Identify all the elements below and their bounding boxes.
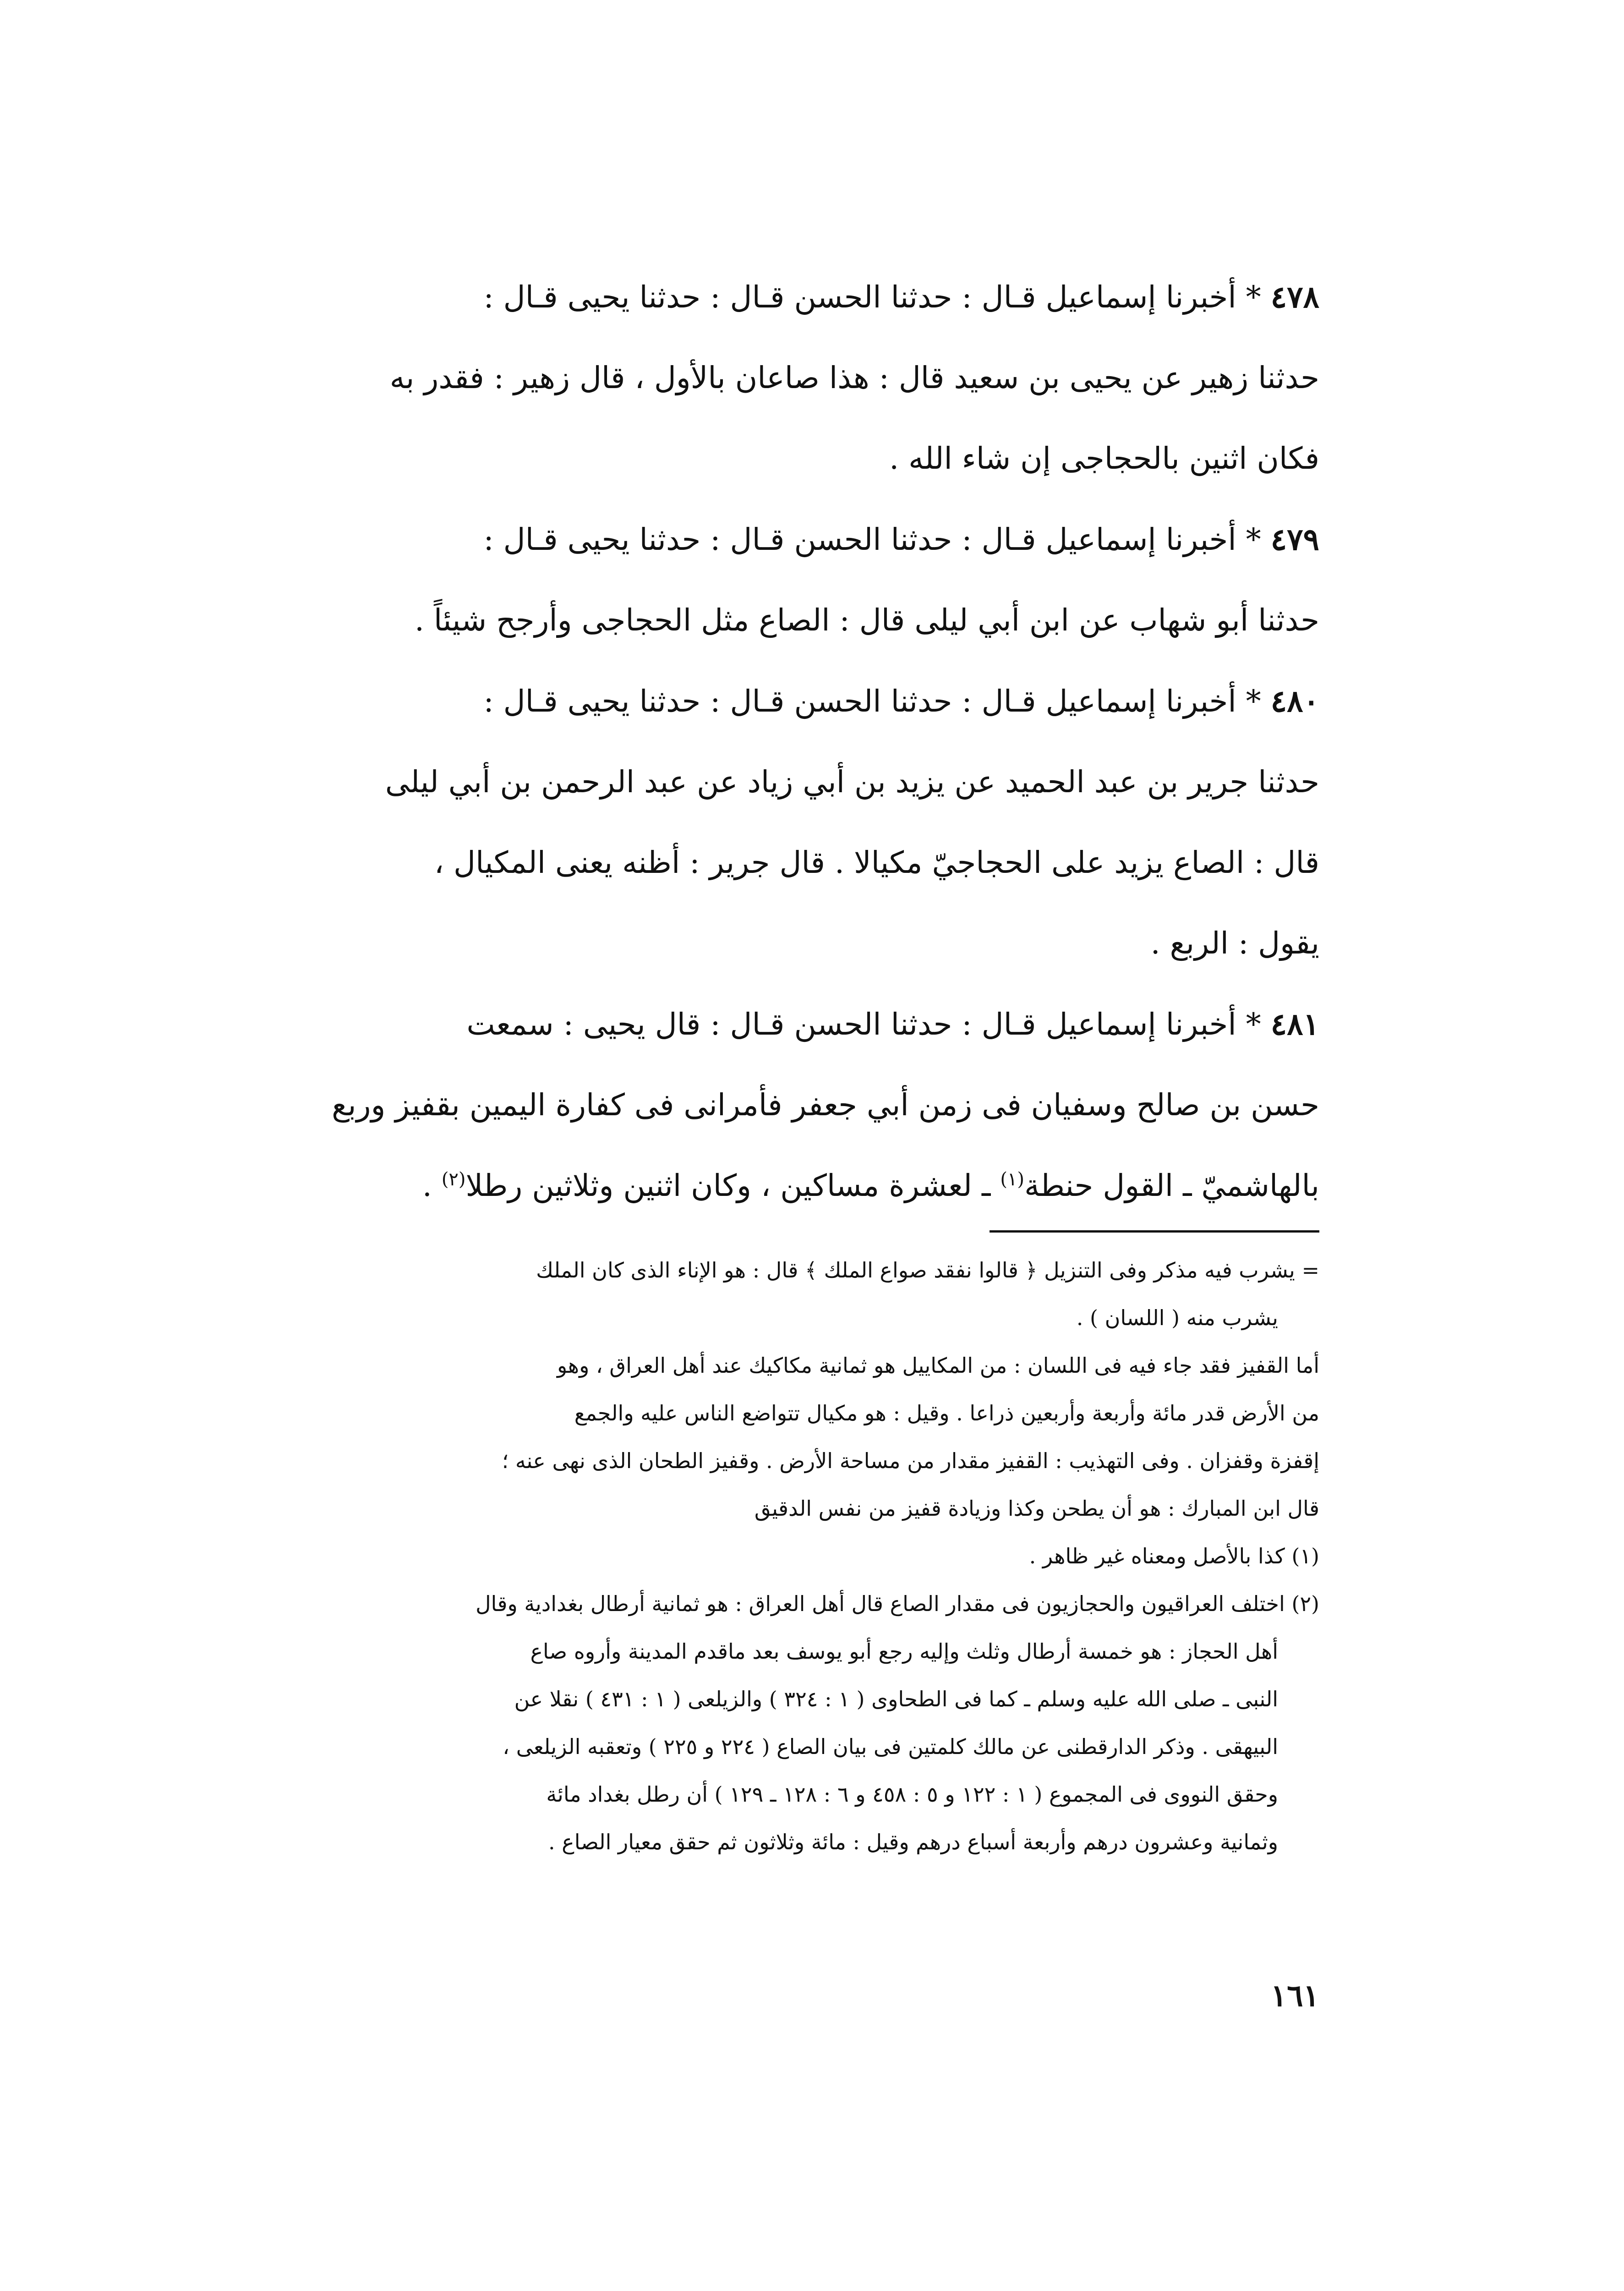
paragraph-number: ٤٨٠ (1270, 683, 1319, 719)
page-number: ١٦١ (1270, 1978, 1319, 2013)
footnote-ref-2: (٢) (441, 1169, 466, 1190)
footnotes (321, 1246, 1319, 1866)
text-line: قال : الصاع يزيد على الحجاجيّ مكيالا . قال جرير : أظنه يعنى المكيال ، (434, 845, 1319, 880)
text-line: ـ لعشرة مساكين ، وكان اثنين وثلاثين رطلا (465, 1168, 1001, 1203)
paragraph-478 (321, 257, 1319, 499)
main-text (321, 257, 1319, 1226)
footnote-continuation (321, 1246, 1319, 1342)
paragraph-481 (321, 984, 1319, 1226)
footnote-line: إقفزة وقفزان . وفى التهذيب : القفيز مقدار من مساحة الأرض . وقفيز الطحان الذى نهى عنه ؛ (502, 1448, 1319, 1473)
text-line: حسن بن صالح وسفيان فى زمن أبي جعفر فأمرانى فى كفارة اليمين بقفيز وربع (332, 1087, 1319, 1123)
footnote-line: النبى ـ صلى الله عليه وسلم ـ كما فى الطحاوى ( ١ : ٣٢٤ ) والزيلعى ( ١ : ٤٣١ ) نقلا عن (514, 1687, 1278, 1711)
footnote-divider (990, 1230, 1319, 1233)
footnote-line: من الأرض قدر مائة وأربعة وأربعين ذراعا . وقيل : هو مكيال تتواضع الناس عليه والجمع (574, 1401, 1319, 1425)
footnote-1 (321, 1532, 1319, 1580)
footnote-line: أهل الحجاز : هو خمسة أرطال وثلث وإليه رجع أبو يوسف بعد ماقدم المدينة وأروه صاع (530, 1639, 1278, 1664)
text-line: حدثنا جرير بن عبد الحميد عن يزيد بن أبي زياد عن عبد الرحمن بن أبي ليلى (385, 764, 1319, 800)
footnote-line: البيهقى . وذكر الدارقطنى عن مالك كلمتين فى بيان الصاع ( ٢٢٤ و ٢٢٥ ) وتعقبه الزيلعى ، (503, 1734, 1278, 1759)
paragraph-480 (321, 661, 1319, 984)
text-line: حدثنا أبو شهاب عن ابن أبي ليلى قال : الصاع مثل الحجاجى وأرجح شيئاً . (414, 603, 1319, 638)
footnote-qafiz (321, 1342, 1319, 1532)
footnote-line: أما القفيز فقد جاء فيه فى اللسان : من المكاييل هو ثمانية مكاكيك عند أهل العراق ، وهو (557, 1353, 1319, 1378)
text-line: يقول : الربع . (1150, 926, 1319, 961)
text-line: . (422, 1168, 442, 1203)
footnote-2 (321, 1580, 1319, 1866)
text-line: * أخبرنا إسماعيل قـال : حدثنا الحسن قـال : قال يحيى : سمعت (466, 1007, 1271, 1042)
footnote-line: يشرب منه ( اللسان ) . (1076, 1305, 1278, 1330)
footnote-ref-1: (١) (1000, 1169, 1025, 1190)
footnote-line: قال ابن المبارك : هو أن يطحن وكذا وزيادة قفيز من نفس الدقيق (754, 1496, 1319, 1521)
text-line: * أخبرنا إسماعيل قـال : حدثنا الحسن قـال : حدثنا يحيى قـال : (483, 522, 1271, 557)
text-line: * أخبرنا إسماعيل قـال : حدثنا الحسن قـال : حدثنا يحيى قـال : (483, 280, 1271, 315)
footnote-line: وحقق النووى فى المجموع ( ١ : ١٢٢ و ٥ : ٤٥٨ و ٦ : ١٢٨ ـ ١٢٩ ) أن رطل بغداد مائة (546, 1782, 1278, 1807)
paragraph-number: ٤٨١ (1270, 1006, 1319, 1042)
footnote-line: (٢) اختلف العراقيون والحجازيون فى مقدار الصاع قال أهل العراق : هو ثمانية أرطال بغدادية وقال (476, 1591, 1319, 1616)
footnote-line: = يشرب فيه مذكر وفى التنزيل ﴿ قالوا نفقد صواع الملك ﴾ قال : هو الإناء الذى كان الملك (536, 1258, 1319, 1283)
text-line: حدثنا زهير عن يحيى بن سعيد قال : هذا صاعان بالأول ، قال زهير : فقدر به (389, 360, 1319, 395)
text-line: * أخبرنا إسماعيل قـال : حدثنا الحسن قـال : حدثنا يحيى قـال : (483, 684, 1271, 719)
footnote-line: وثمانية وعشرون درهم وأربعة أسباع درهم وقيل : مائة وثلاثون ثم حقق معيار الصاع . (548, 1830, 1278, 1854)
text-line: فكان اثنين بالحجاجى إن شاء الله . (889, 441, 1319, 476)
footnote-line: (١) كذا بالأصل ومعناه غير ظاهر . (1029, 1544, 1319, 1568)
text-line: بالهاشميّ ـ القول حنطة (1024, 1168, 1319, 1203)
paragraph-479 (321, 499, 1319, 661)
paragraph-number: ٤٧٨ (1270, 279, 1319, 315)
paragraph-number: ٤٧٩ (1270, 521, 1319, 557)
